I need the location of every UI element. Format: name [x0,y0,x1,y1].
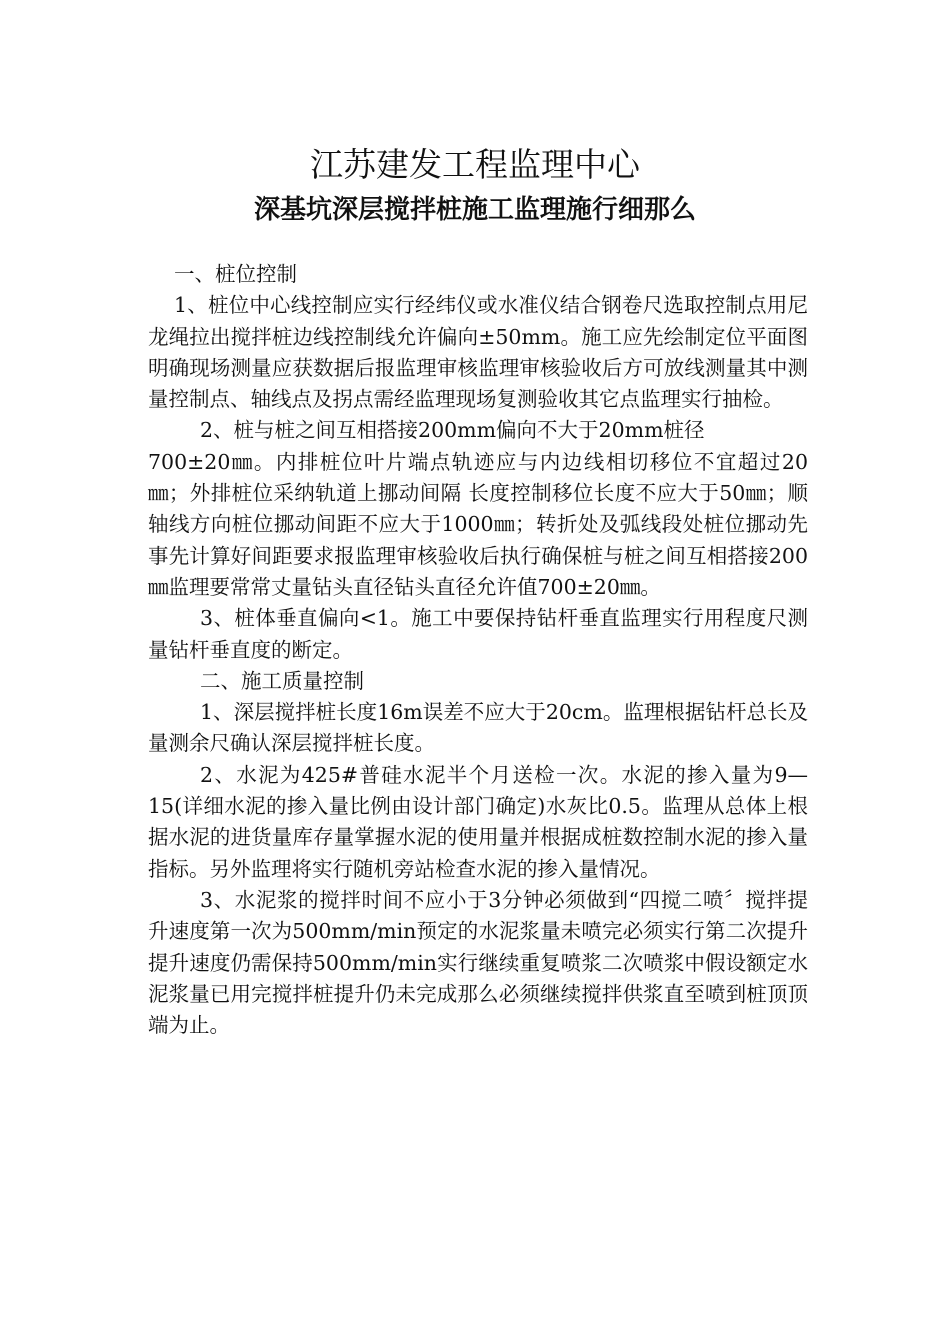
paragraph-pile-overlap: 2、桩与桩之间互相搭接200mm偏向不大于20mm桩径 [200,418,705,443]
paragraph-mixing-time: 3、水泥浆的搅拌时间不应小于3分钟必须做到“四搅二喷〞搅拌提升速度第一次为500mm/min预定的水泥浆量未喷完必须实行第二次提升提升速度仍需保持500mm/min实行继续重复喷浆二次喷浆中假设额定水泥浆量已用完搅拌桩提升仍未完成那么必须继续搅拌供浆直至喷到桩顶顶端为止。 [148,887,808,1038]
paragraph-pile-diameter: 700±20㎜。内排桩位叶片端点轨迹应与内边线相切移位不宜超过20㎜；外排桩位采纳轨道上挪动间隔 长度控制移位长度不应大于50㎜；顺轴线方向桩位挪动间距不应大于1000㎜；转折处及弧线段处桩位挪动先事先计算好间距要求报监理审核验收后执行确保桩与桩之间互相搭接200㎜监理要常常丈量钻头直径钻头直径允许值700±20㎜。 [148,449,808,599]
paragraph-cement-dosage: 2、水泥为425#普硅水泥半个月送检一次。水泥的掺入量为9—15(详细水泥的掺入量比例由设计部门确定)水灰比0.5。监理从总体上根据水泥的进货量库存量掌握水泥的使用量并根据成桩数控制水泥的掺入量指标。另外监理将实行随机旁站检查水泥的掺入量情况。 [148,762,808,881]
paragraph-centerline-control: 1、桩位中心线控制应实行经纬仪或水准仪结合钢卷尺选取控制点用尼龙绳拉出搅拌桩边线控制线允许偏向±50mm。施工应先绘制定位平面图明确现场测量应获数据后报监理审核监理审核验收后方可放线测量其中测量控制点、轴线点及拐点需经监理现场复测验收其它点监理实行抽检。 [148,293,808,412]
document-title: 深基坑深层搅拌桩施工监理施行细那么 [253,195,696,225]
paragraph-verticality: 3、桩体垂直偏向<1。施工中要保持钻杆垂直监理实行用程度尺测量钻杆垂直度的断定。 [148,606,808,662]
paragraph-pile-length: 1、深层搅拌桩长度16m误差不应大于20cm。监理根据钻杆总长及量测余尺确认深层搅拌桩长度。 [148,700,808,756]
document-body [148,259,808,1041]
organization-title: 江苏建发工程监理中心 [310,145,640,184]
section-heading-pile-position: 一、桩位控制 [174,262,297,286]
section-heading-quality-control: 二、施工质量控制 [200,668,364,693]
